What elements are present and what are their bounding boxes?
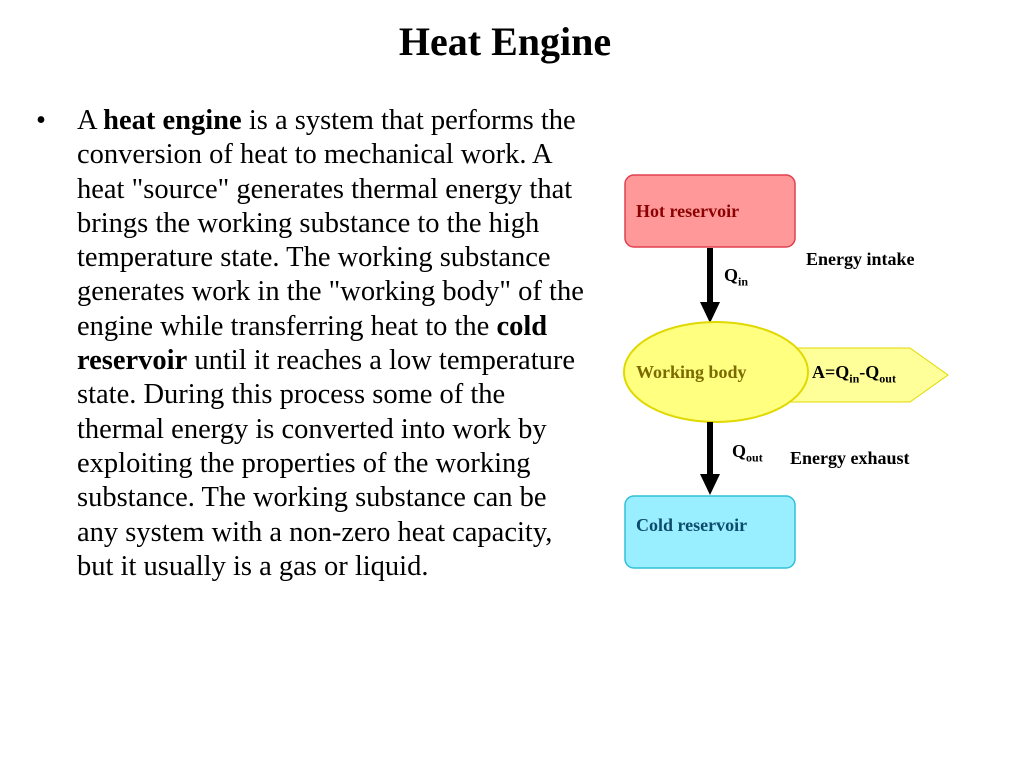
- cold-reservoir-label: Cold reservoir: [636, 515, 748, 535]
- bullet-marker: •: [36, 105, 46, 136]
- energy-exhaust-label: Energy exhaust: [790, 448, 910, 468]
- q-in-symbol: Q: [724, 265, 739, 285]
- work-mid: -Q: [859, 362, 880, 382]
- work-sub-in: in: [849, 371, 860, 386]
- q-in-subscript: in: [738, 274, 749, 289]
- heat-engine-diagram: [600, 150, 1000, 550]
- term-heat-engine: heat engine: [103, 105, 242, 136]
- term-cold-reservoir: cold reservoir: [77, 310, 548, 377]
- q-out-symbol: Q: [732, 441, 747, 461]
- working-body-label: Working body: [636, 362, 747, 382]
- bullet-text: [77, 104, 592, 584]
- slide-title: Heat Engine: [398, 19, 612, 64]
- text-segment: A: [77, 105, 104, 136]
- q-out-label: [732, 440, 763, 465]
- work-prefix: A=Q: [812, 362, 850, 382]
- work-formula-label: [812, 361, 896, 386]
- text-segment: until it reaches a low temperature state. During this process some of the thermal energy is converted into work by exploiting the properties of the working substance. The working substance can be any system with a non-zero heat capacity, but it usually is a gas or liquid.: [77, 345, 576, 582]
- heat-out-arrowhead: [700, 474, 720, 495]
- hot-reservoir-label: Hot reservoir: [636, 201, 740, 221]
- work-sub-out: out: [879, 371, 896, 386]
- q-in-label: [724, 264, 749, 289]
- bullet-paragraph: [36, 104, 592, 584]
- q-out-subscript: out: [746, 450, 763, 465]
- text-segment: is a system that performs the conversion of heat to mechanical work. A heat "source" generates thermal energy that brings the working substance to the high temperature state. The working substance generates work in the "working body" of the engine while transferring heat to the: [77, 105, 584, 342]
- energy-intake-label: Energy intake: [806, 249, 915, 269]
- heat-in-arrowhead: [700, 302, 720, 323]
